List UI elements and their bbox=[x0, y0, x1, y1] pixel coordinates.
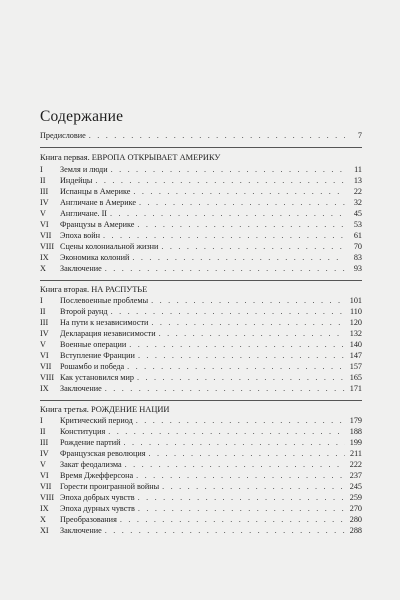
toc-row[interactable] bbox=[40, 504, 362, 514]
leader-dots bbox=[136, 471, 345, 481]
chapter-page: 13 bbox=[353, 176, 362, 185]
toc-row[interactable] bbox=[40, 242, 362, 252]
chapter-page: 101 bbox=[349, 296, 362, 305]
chapter-title: Рождение партий bbox=[60, 438, 121, 447]
chapter-page: 237 bbox=[349, 471, 362, 480]
toc-row[interactable] bbox=[40, 187, 362, 197]
leader-dots bbox=[162, 482, 345, 492]
chapter-page: 11 bbox=[354, 165, 362, 174]
leader-dots bbox=[89, 131, 345, 141]
chapter-page: 188 bbox=[349, 427, 362, 436]
chapter-page: 179 bbox=[349, 416, 362, 425]
chapter-title: Декларация независимости bbox=[60, 329, 156, 338]
section-divider bbox=[40, 147, 362, 148]
toc-row[interactable] bbox=[40, 307, 362, 317]
chapter-page: 280 bbox=[349, 515, 362, 524]
leader-dots bbox=[138, 493, 345, 503]
chapter-title: Эпоха дурных чувств bbox=[60, 504, 135, 513]
chapter-page: 245 bbox=[349, 482, 362, 491]
chapter-page: 70 bbox=[353, 242, 362, 251]
toc-row[interactable] bbox=[40, 176, 362, 186]
chapter-title: Военные операции bbox=[60, 340, 127, 349]
chapter-number: VII bbox=[40, 231, 52, 240]
chapter-title: Экономика колоний bbox=[60, 253, 130, 262]
leader-dots bbox=[105, 264, 345, 274]
chapter-page: 211 bbox=[350, 449, 362, 458]
toc-entry-title: Предисловие bbox=[40, 131, 86, 140]
chapter-title: На пути к независимости bbox=[60, 318, 149, 327]
leader-dots bbox=[148, 449, 345, 459]
chapter-number: X bbox=[40, 515, 46, 524]
chapter-page: 147 bbox=[349, 351, 362, 360]
chapter-number: VI bbox=[40, 471, 49, 480]
chapter-page: 288 bbox=[349, 526, 362, 535]
chapter-number: IV bbox=[40, 198, 49, 207]
leader-dots bbox=[111, 165, 345, 175]
chapter-title: Закат феодализма bbox=[60, 460, 122, 469]
chapter-title: Заключение bbox=[60, 384, 102, 393]
chapter-title: Горести проигранной войны bbox=[60, 482, 160, 491]
toc-row[interactable] bbox=[40, 198, 362, 208]
toc-row[interactable] bbox=[40, 515, 362, 525]
chapter-title: Эпоха добрых чувств bbox=[60, 493, 135, 502]
chapter-title: Время Джефферсона bbox=[60, 471, 134, 480]
toc-row[interactable] bbox=[40, 318, 362, 328]
chapter-number: VIII bbox=[40, 242, 55, 251]
chapter-number: IV bbox=[40, 329, 49, 338]
toc-row[interactable] bbox=[40, 471, 362, 481]
chapter-number: VII bbox=[40, 362, 52, 371]
chapter-page: 32 bbox=[353, 198, 362, 207]
chapter-page: 110 bbox=[350, 307, 362, 316]
book-heading: Книга вторая. НА РАСПУТЬЕ bbox=[40, 285, 148, 294]
leader-dots bbox=[111, 307, 345, 317]
chapter-title: Рошамбо и победа bbox=[60, 362, 125, 371]
chapter-page: 259 bbox=[349, 493, 362, 502]
toc-row[interactable] bbox=[40, 340, 362, 350]
toc-row[interactable] bbox=[40, 351, 362, 361]
chapter-title: Второй раунд bbox=[60, 307, 108, 316]
leader-dots bbox=[127, 362, 345, 372]
leader-dots bbox=[129, 340, 345, 350]
chapter-title: Индейцы bbox=[60, 176, 93, 185]
chapter-title: Англичане. II bbox=[60, 209, 108, 218]
chapter-number: VII bbox=[40, 482, 52, 491]
chapter-page: 22 bbox=[353, 187, 362, 196]
chapter-number: VI bbox=[40, 351, 49, 360]
chapter-number: VI bbox=[40, 220, 49, 229]
chapter-title: Заключение bbox=[60, 526, 102, 535]
chapter-page: 45 bbox=[353, 209, 362, 218]
toc-row[interactable] bbox=[40, 362, 362, 372]
leader-dots bbox=[151, 296, 345, 306]
chapter-number: I bbox=[40, 296, 43, 305]
toc-row[interactable] bbox=[40, 449, 362, 459]
book-heading: Книга третья. РОЖДЕНИЕ НАЦИИ bbox=[40, 405, 170, 414]
chapter-number: V bbox=[40, 209, 46, 218]
leader-dots bbox=[132, 253, 345, 263]
chapter-title: Англичане в Америке bbox=[60, 198, 137, 207]
chapter-number: IV bbox=[40, 449, 49, 458]
toc-row[interactable] bbox=[40, 482, 362, 492]
chapter-number: XI bbox=[40, 526, 49, 535]
leader-dots bbox=[161, 242, 345, 252]
toc-row[interactable] bbox=[40, 296, 362, 306]
chapter-number: V bbox=[40, 460, 46, 469]
leader-dots bbox=[151, 318, 345, 328]
chapter-number: II bbox=[40, 427, 46, 436]
chapter-number: V bbox=[40, 340, 46, 349]
chapter-page: 157 bbox=[349, 362, 362, 371]
toc-row[interactable] bbox=[40, 165, 362, 175]
chapter-title: Сцены колониальной жизни bbox=[60, 242, 159, 251]
toc-row[interactable] bbox=[40, 416, 362, 426]
chapter-page: 171 bbox=[349, 384, 362, 393]
toc-row[interactable] bbox=[40, 253, 362, 263]
leader-dots bbox=[120, 515, 345, 525]
leader-dots bbox=[123, 438, 345, 448]
chapter-page: 270 bbox=[349, 504, 362, 513]
leader-dots bbox=[136, 416, 345, 426]
chapter-page: 120 bbox=[349, 318, 362, 327]
chapter-number: IX bbox=[40, 504, 49, 513]
toc-row[interactable] bbox=[40, 209, 362, 219]
chapter-number: III bbox=[40, 438, 49, 447]
leader-dots bbox=[139, 198, 345, 208]
chapter-title: Критический период bbox=[60, 416, 133, 425]
chapter-number: I bbox=[40, 416, 43, 425]
leader-dots bbox=[138, 351, 345, 361]
chapter-title: Конституция bbox=[60, 427, 106, 436]
chapter-title: Заключение bbox=[60, 264, 102, 273]
toc-row[interactable] bbox=[40, 526, 362, 536]
chapter-number: II bbox=[40, 176, 46, 185]
toc-row-preface[interactable] bbox=[40, 131, 362, 141]
chapter-page: 222 bbox=[349, 460, 362, 469]
chapter-page: 199 bbox=[349, 438, 362, 447]
chapter-number: X bbox=[40, 264, 46, 273]
chapter-page: 165 bbox=[349, 373, 362, 382]
chapter-number: III bbox=[40, 187, 49, 196]
chapter-title: Послевоенные проблемы bbox=[60, 296, 149, 305]
toc-row[interactable] bbox=[40, 373, 362, 383]
chapter-number: III bbox=[40, 318, 49, 327]
chapter-title: Французы в Америке bbox=[60, 220, 135, 229]
chapter-number: VIII bbox=[40, 373, 55, 382]
chapter-title: Вступление Франции bbox=[60, 351, 135, 360]
chapter-title: Эпоха войн bbox=[60, 231, 101, 240]
leader-dots bbox=[159, 329, 345, 339]
toc-row[interactable] bbox=[40, 438, 362, 448]
leader-dots bbox=[137, 220, 345, 230]
toc-page-number: 7 bbox=[357, 131, 362, 140]
chapter-number: IX bbox=[40, 253, 49, 262]
leader-dots bbox=[103, 231, 345, 241]
chapter-page: 83 bbox=[353, 253, 362, 262]
chapter-number: VIII bbox=[40, 493, 55, 502]
toc-row[interactable] bbox=[40, 493, 362, 503]
chapter-page: 61 bbox=[353, 231, 362, 240]
section-divider bbox=[40, 280, 362, 281]
page-title: Содержание bbox=[40, 108, 124, 125]
section-divider bbox=[40, 400, 362, 401]
chapter-number: I bbox=[40, 165, 43, 174]
leader-dots bbox=[95, 176, 345, 186]
book-heading: Книга первая. ЕВРОПА ОТКРЫВАЕТ АМЕРИКУ bbox=[40, 153, 221, 162]
toc-row[interactable] bbox=[40, 231, 362, 241]
toc-row[interactable] bbox=[40, 460, 362, 470]
chapter-title: Преобразования bbox=[60, 515, 117, 524]
chapter-title: Как установился мир bbox=[60, 373, 134, 382]
chapter-page: 140 bbox=[349, 340, 362, 349]
leader-dots bbox=[110, 209, 345, 219]
chapter-title: Земля и люди bbox=[60, 165, 108, 174]
toc-row[interactable] bbox=[40, 220, 362, 230]
toc-row[interactable] bbox=[40, 329, 362, 339]
leader-dots bbox=[125, 460, 345, 470]
chapter-page: 53 bbox=[353, 220, 362, 229]
leader-dots bbox=[108, 427, 345, 437]
chapter-title: Испанцы в Америке bbox=[60, 187, 131, 196]
leader-dots bbox=[133, 187, 345, 197]
toc-row[interactable] bbox=[40, 264, 362, 274]
leader-dots bbox=[105, 526, 345, 536]
toc-row[interactable] bbox=[40, 384, 362, 394]
chapter-number: IX bbox=[40, 384, 49, 393]
leader-dots bbox=[137, 373, 345, 383]
chapter-page: 93 bbox=[353, 264, 362, 273]
toc-row[interactable] bbox=[40, 427, 362, 437]
chapter-page: 132 bbox=[349, 329, 362, 338]
chapter-number: II bbox=[40, 307, 46, 316]
leader-dots bbox=[138, 504, 345, 514]
leader-dots bbox=[105, 384, 345, 394]
chapter-title: Французская революция bbox=[60, 449, 146, 458]
